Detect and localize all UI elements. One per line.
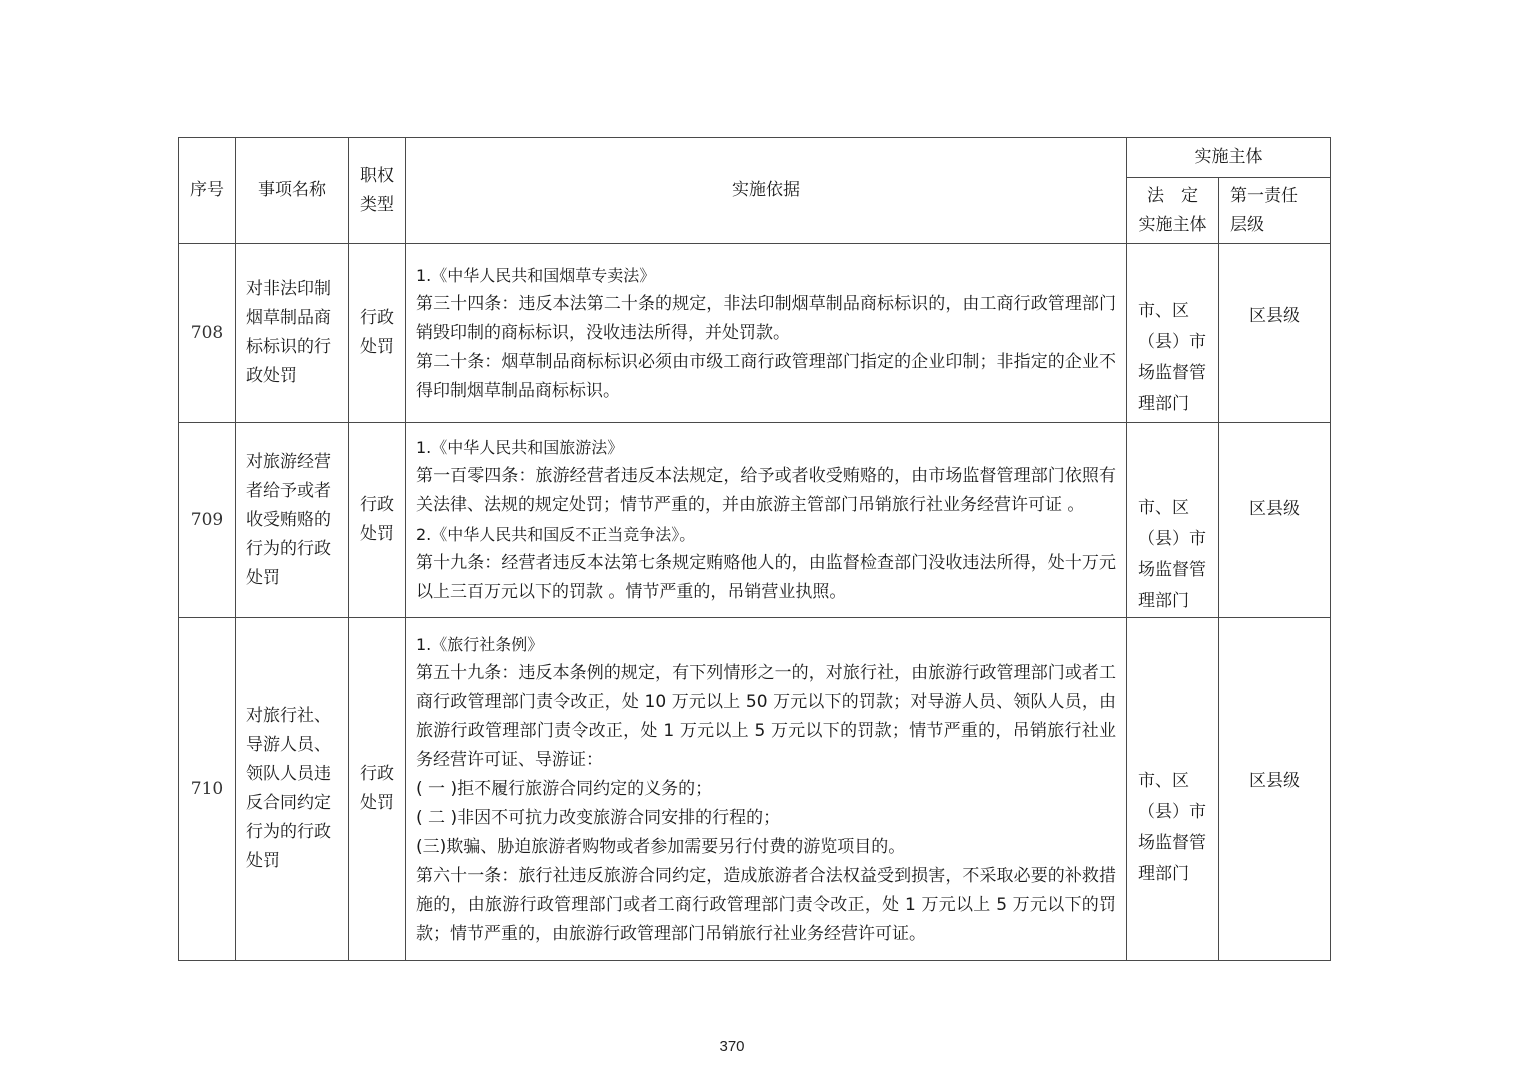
header-first-level-text: 第一责任 层级 [1230,185,1298,235]
row-seq: 710 [179,618,236,961]
header-seq: 序号 [179,138,236,244]
basis-clause: (三)欺骗、胁迫旅游者购物或者参加需要另行付费的游览项目的。 [416,836,906,857]
page-number: 370 [719,1038,745,1055]
table-row [179,244,1331,423]
row-level [1219,618,1331,961]
header-name: 事项名称 [236,138,349,244]
row-level [1219,423,1331,618]
header-row-1 [179,138,1331,178]
row-legal-subject [1127,618,1219,961]
basis-article: 第三十四条：违反本法第二十条的规定，非法印制烟草制品商标标识的，由工商行政管理部门销毁印制的商标标识，没收违法所得，并处罚款。 [416,293,1116,343]
row-level-text: 区县级 [1249,771,1300,791]
basis-article: 第二十条：烟草制品商标标识必须由市级工商行政管理部门指定的企业印制；非指定的企业不得印制烟草制品商标标识。 [416,351,1116,401]
basis-law: 1.《旅行社条例》 [416,634,544,654]
enforcement-table [178,137,1331,961]
basis-article: 第五十九条：违反本条例的规定，有下列情形之一的，对旅行社，由旅游行政管理部门或者工商行政管理部门责令改正，处 10 万元以上 50 万元以下的罚款；对导游人员、领队人员，由旅游行政管理部门责令改正，处 1 万元以上 5 万元以下的罚款；情节严重的，吊销旅行社业务经营许可证、导游证： [416,662,1116,770]
table-row [179,423,1331,618]
row-seq: 708 [179,244,236,423]
row-type [349,244,406,423]
header-basis: 实施依据 [406,138,1127,244]
row-type-text: 行政 处罚 [360,308,394,357]
row-legal-subject-text: 市、区（县）市场监督管理部门 [1138,498,1206,611]
row-level-text: 区县级 [1249,499,1300,519]
basis-law: 1.《中华人民共和国烟草专卖法》 [416,265,656,285]
basis-clause: ( 一 )拒不履行旅游合同约定的义务的； [416,778,713,799]
header-legal-subject [1127,178,1219,244]
row-item-name: 对旅行社、导游人员、领队人员违反合同约定行为的行政处罚 [236,618,349,961]
row-legal-subject-text: 市、区（县）市场监督管理部门 [1138,771,1206,884]
row-legal-subject [1127,423,1219,618]
header-type [349,138,406,244]
header-first-level [1219,178,1331,244]
header-type-text: 职权 类型 [360,165,394,215]
basis-law: 1.《中华人民共和国旅游法》 [416,438,624,457]
basis-article: 第一百零四条：旅游经营者违反本法规定，给予或者收受贿赂的，由市场监督管理部门依照有关法律、法规的规定处罚；情节严重的，并由旅游主管部门吊销旅行社业务经营许可证 。 [416,466,1116,515]
header-subject: 实施主体 [1127,138,1331,178]
row-type [349,618,406,961]
row-legal-subject [1127,244,1219,423]
basis-clause: ( 二 )非因不可抗力改变旅游合同安排的行程的； [416,807,781,828]
row-type [349,423,406,618]
row-item-name: 对旅游经营者给予或者收受贿赂的行为的行政处罚 [236,423,349,618]
row-level-text: 区县级 [1249,306,1300,326]
row-level [1219,244,1331,423]
table-row [179,618,1331,961]
row-basis [406,244,1127,423]
header-legal-subject-text: 法 定 实施主体 [1138,185,1207,235]
row-legal-subject-text: 市、区（县）市场监督管理部门 [1138,301,1206,414]
row-seq: 709 [179,423,236,618]
row-item-name: 对非法印制烟草制品商标标识的行政处罚 [236,244,349,423]
row-type-text: 行政 处罚 [360,764,394,813]
basis-article: 第十九条：经营者违反本法第七条规定贿赂他人的，由监督检查部门没收违法所得，处十万元以上三百万元以下的罚款 。情节严重的，吊销营业执照。 [416,553,1116,602]
basis-article: 第六十一条：旅行社违反旅游合同约定，造成旅游者合法权益受到损害，不采取必要的补救措施的，由旅游行政管理部门或者工商行政管理部门责令改正，处 1 万元以上 5 万元以下的罚款；情节严重的，由旅游行政管理部门吊销旅行社业务经营许可证。 [416,865,1116,944]
row-type-text: 行政 处罚 [360,495,394,544]
row-basis [406,618,1127,961]
basis-law: 2.《中华人民共和国反不正当竞争法》。 [416,525,696,544]
row-basis [406,423,1127,618]
